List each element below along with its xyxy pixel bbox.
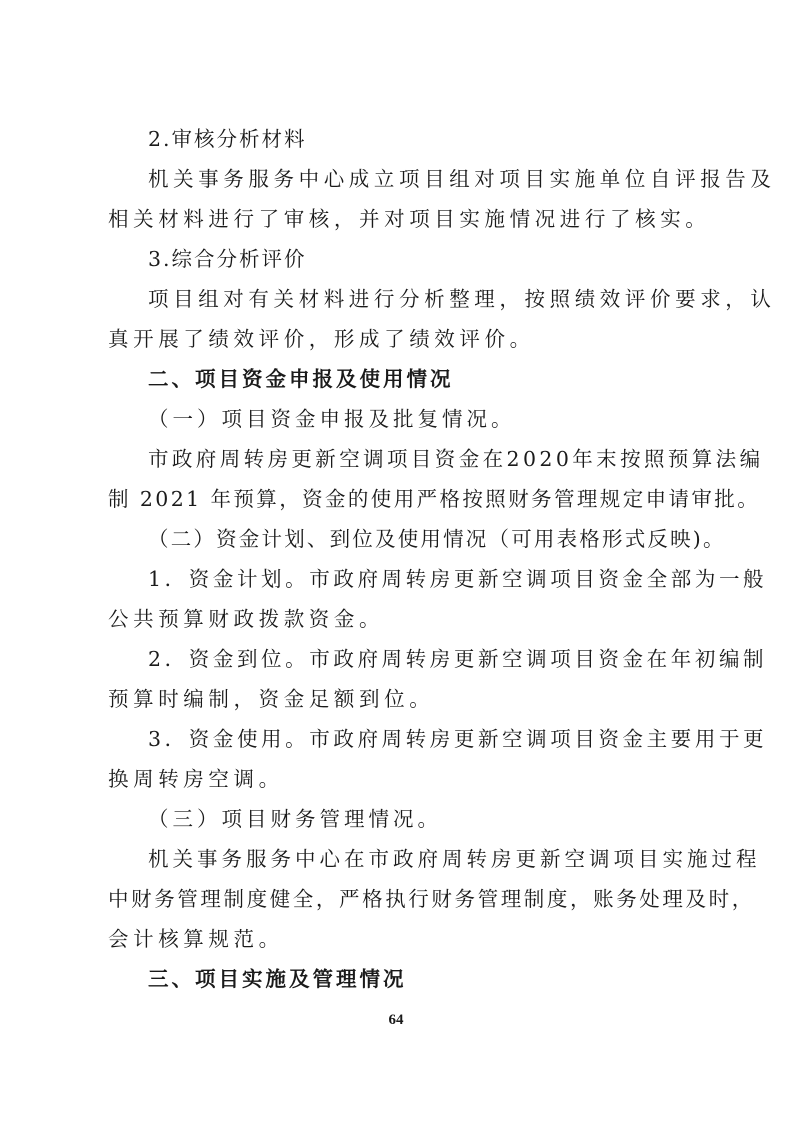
subsection-heading: （一）项目资金申报及批复情况。 [148,407,516,431]
paragraph-line: 项目组对有关材料进行分析整理，按照绩效评价要求，认 [148,287,776,311]
page-number: 64 [388,1012,404,1028]
section-heading: 2.审核分析材料 [148,127,307,151]
subsection-heading: （三）项目财务管理情况。 [148,807,442,831]
paragraph-line: 会计核算规范。 [108,927,284,951]
paragraph-line: 3．资金使用。市政府周转房更新空调项目资金主要用于更 [148,727,768,751]
paragraph-line: 预算时编制，资金足额到位。 [108,687,435,711]
paragraph-line: 换周转房空调。 [108,767,284,791]
subsection-heading: （二）资金计划、到位及使用情况（可用表格形式反映)。 [148,527,726,551]
paragraph-line: 制 2021 年预算，资金的使用严格按照财务管理规定申请审批。 [108,487,761,511]
chapter-heading: 三、项目实施及管理情况 [148,967,407,991]
paragraph-line: 市政府周转房更新空调项目资金在2020年末按照预算法编 [148,447,764,471]
paragraph-line: 相关材料进行了审核，并对项目实施情况进行了核实。 [108,207,711,231]
paragraph-line: 真开展了绩效评价，形成了绩效评价。 [108,327,535,351]
paragraph-line: 中财务管理制度健全，严格执行财务管理制度，账务处理及时， [108,887,755,911]
chapter-heading: 二、项目资金申报及使用情况 [148,367,454,391]
paragraph-line: 2．资金到位。市政府周转房更新空调项目资金在年初编制 [148,647,768,671]
paragraph-line: 机关事务服务中心成立项目组对项目实施单位自评报告及 [148,167,776,191]
paragraph-line: 1．资金计划。市政府周转房更新空调项目资金全部为一般 [148,567,768,591]
section-heading: 3.综合分析评价 [148,247,307,271]
paragraph-line: 机关事务服务中心在市政府周转房更新空调项目实施过程 [148,847,761,871]
paragraph-line: 公共预算财政拨款资金。 [108,607,385,631]
